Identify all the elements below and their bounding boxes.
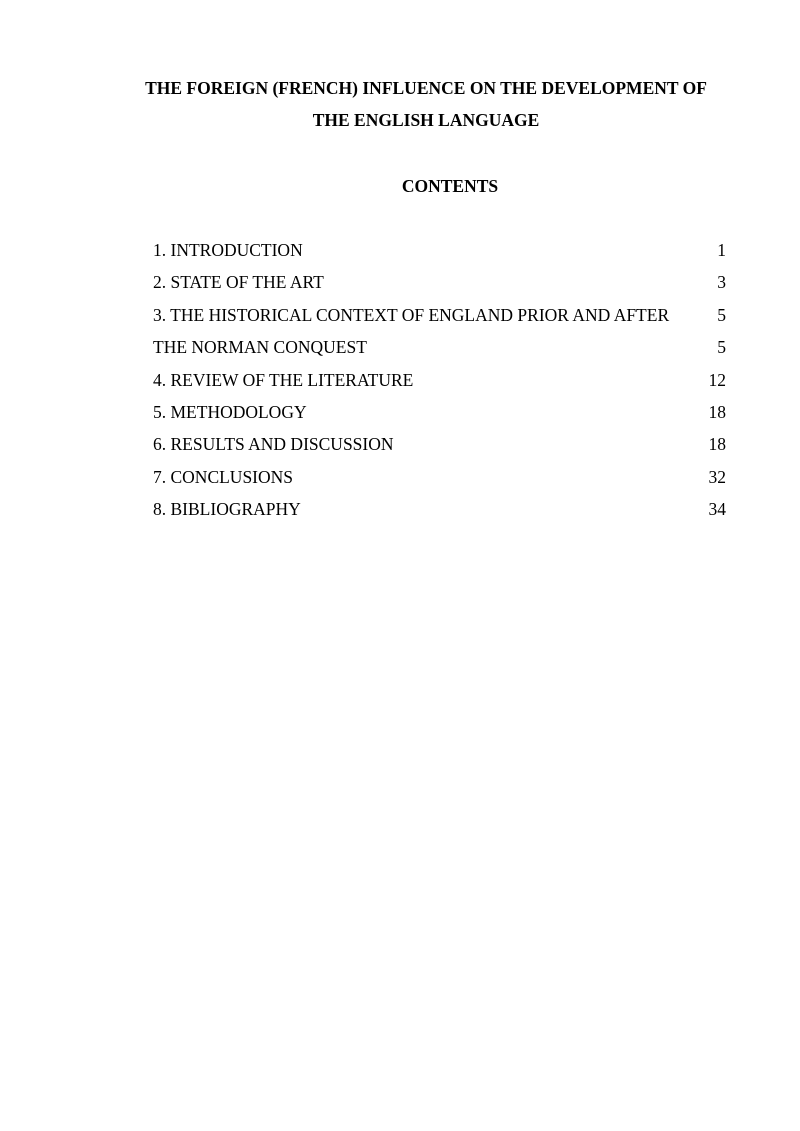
toc-entry-page: 12 <box>708 369 726 390</box>
toc-entry <box>153 432 726 464</box>
table-of-contents <box>153 238 726 530</box>
toc-entry-page: 18 <box>708 434 726 455</box>
toc-entry <box>153 238 726 270</box>
toc-entry-label: 8. BIBLIOGRAPHY <box>153 499 301 520</box>
toc-entry-page: 32 <box>708 466 726 487</box>
toc-entry-page: 1 <box>717 240 726 260</box>
toc-entry <box>153 303 726 335</box>
contents-heading: CONTENTS <box>401 176 499 196</box>
toc-entry <box>153 400 726 432</box>
toc-entry <box>153 465 726 497</box>
toc-entry-label: 4. REVIEW OF THE LITERATURE <box>153 369 414 390</box>
toc-entry <box>153 335 726 367</box>
toc-entry-label: 5. METHODOLOGY <box>153 401 307 422</box>
toc-entry <box>153 497 726 529</box>
document-title-line-2: THE ENGLISH LANGUAGE <box>312 110 540 130</box>
toc-entry-page: 34 <box>708 499 726 520</box>
document-title-line-1: THE FOREIGN (FRENCH) INFLUENCE ON THE DEVELOPMENT OF <box>145 78 707 98</box>
toc-entry <box>153 368 726 400</box>
toc-entry-label: 7. CONCLUSIONS <box>153 466 294 487</box>
toc-entry-page: 5 <box>717 304 726 325</box>
toc-entry-label: 2. STATE OF THE ART <box>153 272 324 293</box>
toc-entry-label: 3. THE HISTORICAL CONTEXT OF ENGLAND PRIOR AND AFTER <box>153 304 670 325</box>
toc-entry <box>153 270 726 302</box>
toc-entry-label: THE NORMAN CONQUEST <box>153 337 367 358</box>
toc-entry-label: 6. RESULTS AND DISCUSSION <box>153 434 394 455</box>
toc-entry-label: 1. INTRODUCTION <box>153 240 303 260</box>
toc-entry-page: 5 <box>717 337 726 358</box>
toc-entry-page: 18 <box>708 401 726 422</box>
toc-entry-page: 3 <box>717 272 726 293</box>
